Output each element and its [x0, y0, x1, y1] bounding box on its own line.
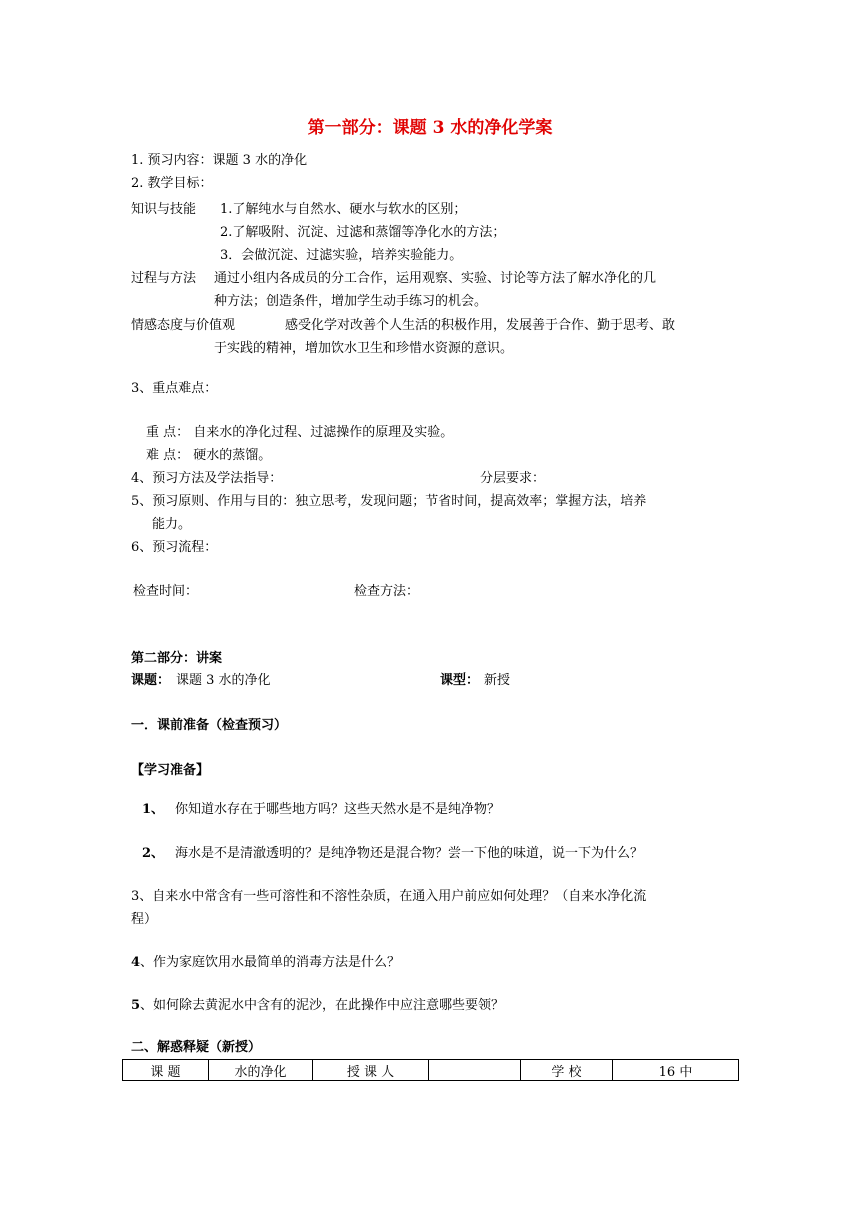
knowledge-goal-2: 2.了解吸附、沉淀、过滤和蒸馏等净化水的方法；	[220, 225, 506, 240]
table-row	[123, 1060, 739, 1081]
emotion-line-1: 感受化学对改善个人生活的积极作用，发展善于合作、勤于思考、敢	[285, 318, 676, 333]
question-5-number: 5	[131, 998, 141, 1013]
question-3-line-1: 3、自来水中常含有一些可溶性和不溶性杂质，在通入用户前应如何处理？（自来水净化流	[131, 889, 647, 904]
process-label: 过程与方法	[131, 271, 197, 286]
page-title: 第一部分：课题 3 水的净化学案	[307, 118, 553, 138]
question-1-number: 1、	[142, 802, 165, 817]
key-point: 重 点： 自来水的净化过程、过滤操作的原理及实验。	[146, 425, 454, 440]
check-time: 检查时间：	[133, 584, 199, 599]
item-4-right: 分层要求：	[480, 471, 546, 486]
item-5-line-2: 能力。	[152, 517, 192, 532]
item-6: 6、预习流程：	[131, 540, 218, 555]
question-5-text: 、如何除去黄泥水中含有的泥沙，在此操作中应注意哪些要领？	[140, 998, 505, 1013]
lesson-info-table	[122, 1059, 739, 1081]
item-5-line-1: 5、预习原则、作用与目的：独立思考，发现问题；节省时间，提高效率；掌握方法，培养	[131, 494, 647, 509]
emotion-label: 情感态度与价值观	[131, 318, 236, 333]
question-5	[131, 997, 504, 1015]
section-2-heading: 二、解惑释疑（新授）	[131, 1040, 262, 1055]
type-label: 课型：	[440, 673, 480, 688]
process-line-1: 通过小组内各成员的分工合作，运用观察、实验、讨论等方法了解水净化的几	[214, 271, 657, 286]
question-2-number: 2、	[142, 846, 165, 861]
table-cell-topic-label: 课 题	[123, 1060, 209, 1081]
item-4-left: 4、预习方法及学法指导：	[131, 471, 283, 486]
knowledge-goal-3: 3．会做沉淀、过滤实验，培养实验能力。	[220, 248, 463, 263]
table-cell-school-label: 学 校	[521, 1060, 613, 1081]
question-3-line-2: 程）	[131, 912, 158, 927]
part2-heading: 第二部分：讲案	[131, 651, 223, 666]
study-prep-heading: 【学习准备】	[131, 763, 210, 778]
table-cell-teacher-label: 授 课 人	[313, 1060, 429, 1081]
item-2: 2. 教学目标：	[131, 176, 213, 191]
question-4-text: 、作为家庭饮用水最简单的消毒方法是什么？	[140, 955, 401, 970]
emotion-line-2: 于实践的精神，增加饮水卫生和珍惜水资源的意识。	[214, 341, 514, 356]
item-1: 1. 预习内容：课题 3 水的净化	[131, 153, 308, 168]
section-1-heading: 一．课前准备（检查预习）	[131, 718, 288, 733]
process-line-2: 种方法；创造条件，增加学生动手练习的机会。	[214, 294, 488, 309]
question-4-number: 4	[131, 955, 141, 970]
knowledge-goal-1: 1.了解纯水与自然水、硬水与软水的区别；	[220, 202, 467, 217]
difficult-point: 难 点： 硬水的蒸馏。	[146, 448, 272, 463]
question-1-text: 你知道水存在于哪些地方吗？这些天然水是不是纯净物？	[175, 802, 501, 817]
table-cell-teacher-value	[429, 1060, 521, 1081]
question-4	[131, 954, 400, 972]
type-value: 新授	[484, 673, 511, 688]
check-method: 检查方法：	[354, 584, 420, 599]
topic-label: 课题：	[131, 673, 171, 688]
question-2-text: 海水是不是清澈透明的？是纯净物还是混合物？尝一下他的味道，说一下为什么？	[175, 846, 644, 861]
topic-value: 课题 3 水的净化	[176, 673, 271, 688]
knowledge-label: 知识与技能	[131, 202, 197, 217]
table-cell-topic-value: 水的净化	[209, 1060, 313, 1081]
item-3: 3、重点难点：	[131, 381, 218, 396]
table-cell-school-value: 16 中	[613, 1060, 739, 1081]
